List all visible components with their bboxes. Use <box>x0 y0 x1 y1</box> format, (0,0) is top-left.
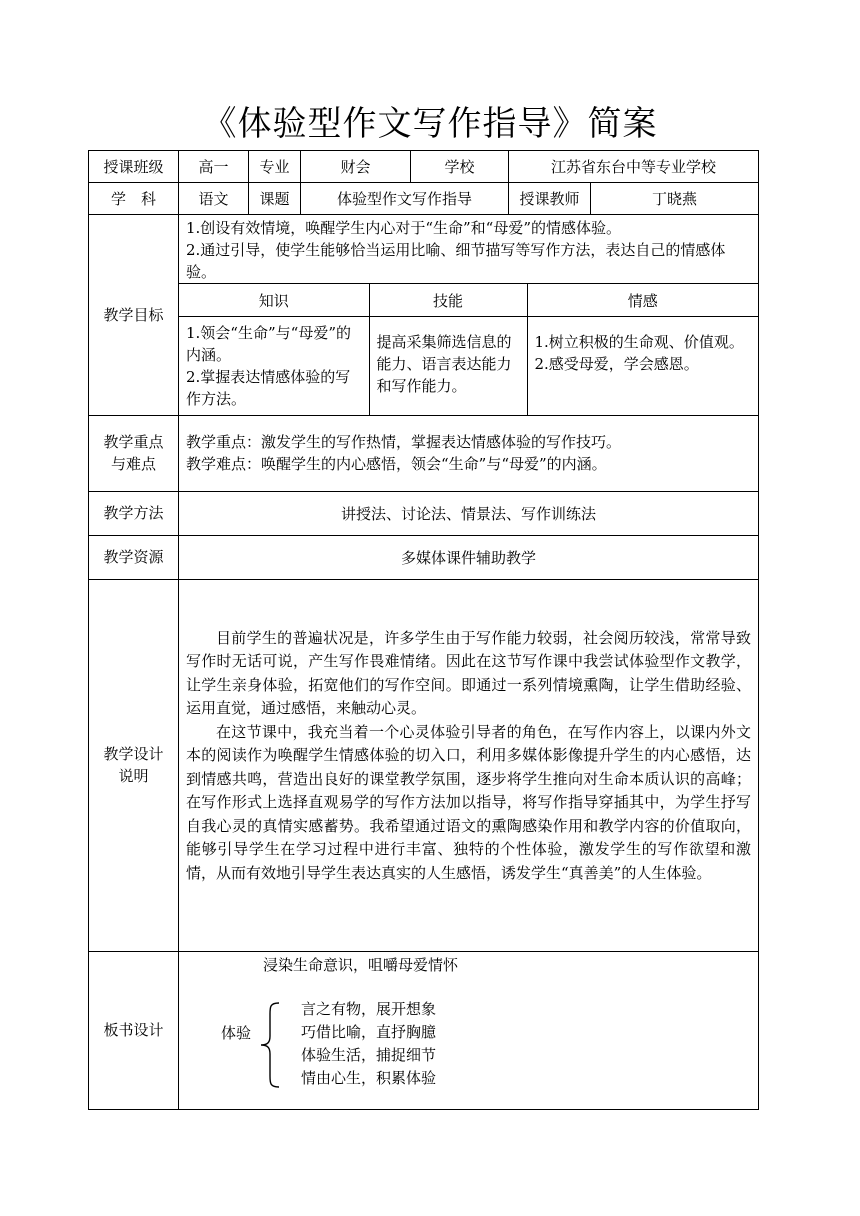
key-points-row <box>89 415 759 491</box>
design-label <box>89 579 179 951</box>
curly-brace-icon <box>259 1002 281 1088</box>
major-value: 财会 <box>301 151 411 183</box>
info-row-subject <box>89 183 759 215</box>
goals-knowledge-cell <box>179 317 369 415</box>
goals-skill-cell <box>369 317 527 415</box>
focus-text: 教学重点：激发学生的写作热情，掌握表达情感体验的写作技巧。 <box>186 433 622 451</box>
goals-content <box>179 215 759 416</box>
difficulty-text: 教学难点：唤醒学生的内心感悟，领会“生命”与“母爱”的内涵。 <box>186 455 607 473</box>
goal-item: 2.通过引导，使学生能够恰当运用比喻、细节描写等写作方法，表达自己的情感体验。 <box>186 241 726 281</box>
teacher-value: 丁晓燕 <box>591 183 759 215</box>
resources-row <box>89 535 759 579</box>
board-row <box>89 951 759 1109</box>
goals-matrix <box>179 283 758 415</box>
key-points-label-line1: 教学重点 <box>103 433 164 451</box>
goals-emotion-cell <box>527 317 758 415</box>
emotion-item: 1.树立积极的生命观、价值观。 <box>534 333 744 351</box>
design-paragraph: 在这节课中，我充当着一个心灵体验引导者的角色，在写作内容上，以课内外文本的阅读作为唤醒学生情感体验的切入口，利用多媒体影像提升学生的内心感悟，达到情感共鸣，营造出良好的课堂教学氛围，逐步将学生推向对生命本质认识的高峰；在写作形式上选择直观易学的写作方法加以指导，将写作指导穿插其中，为学生抒写自我心灵的真情实感蓄势。我希望通过语文的熏陶感染作用和教学内容的价值取向，能够引导学生在学习过程中进行丰富、独特的个性体验，激发学生的写作欲望和激情，从而有效地引导学生表达真实的人生感悟，诱发学生“真善美”的人生体验。 <box>186 722 752 882</box>
board-line: 巧借比喻，直抒胸臆 <box>301 1022 437 1041</box>
school-label: 学校 <box>411 151 509 183</box>
goals-header-emotion: 情感 <box>527 284 758 317</box>
class-label: 授课班级 <box>89 151 179 183</box>
methods-value: 讲授法、讨论法、情景法、写作训练法 <box>179 491 759 535</box>
topic-value: 体验型作文写作指导 <box>301 183 509 215</box>
major-label: 专业 <box>249 151 301 183</box>
design-content <box>179 579 759 951</box>
class-value: 高一 <box>179 151 249 183</box>
knowledge-item: 1.领会“生命”与“母爱”的内涵。 <box>186 323 351 364</box>
key-points-content <box>179 415 759 491</box>
design-label-line1: 教学设计 <box>103 745 164 763</box>
lesson-plan-table <box>88 150 759 1110</box>
info-row-class <box>89 151 759 183</box>
board-title: 浸染生命意识，咀嚼母爱情怀 <box>263 955 459 974</box>
goals-label: 教学目标 <box>89 215 179 416</box>
board-design <box>179 952 758 1109</box>
knowledge-item: 2.掌握表达情感体验的写作方法。 <box>186 367 351 408</box>
goals-row <box>89 215 759 416</box>
design-label-line2: 说明 <box>118 767 149 785</box>
goal-item: 1.创设有效情境，唤醒学生内心对于“生命”和“母爱”的情感体验。 <box>186 219 621 237</box>
goals-overview <box>179 215 758 283</box>
board-lines <box>301 998 436 1090</box>
board-label: 板书设计 <box>89 951 179 1109</box>
key-points-label-line2: 与难点 <box>110 455 156 473</box>
resources-label: 教学资源 <box>89 535 179 579</box>
methods-row <box>89 491 759 535</box>
board-line: 言之有物，展开想象 <box>301 999 437 1018</box>
teacher-label: 授课教师 <box>509 183 591 215</box>
page-title: 《体验型作文写作指导》简案 <box>202 104 658 144</box>
board-center-word: 体验 <box>221 1023 252 1042</box>
board-content <box>179 951 759 1109</box>
topic-label: 课题 <box>249 183 301 215</box>
emotion-item: 2.感受母爱，学会感恩。 <box>534 355 699 373</box>
subject-label: 学 科 <box>89 183 179 215</box>
methods-label: 教学方法 <box>89 491 179 535</box>
design-paragraph: 目前学生的普遍状况是，许多学生由于写作能力较弱，社会阅历较浅，常常导致写作时无话可说，产生写作畏难情绪。因此在这节写作课中我尝试体验型作文教学，让学生亲身体验，拓宽他们的写作空间。即通过一系列情境熏陶，让学生借助经验、运用直觉，通过感悟，来触动心灵。 <box>186 628 752 718</box>
goals-header-skill: 技能 <box>369 284 527 317</box>
school-value: 江苏省东台中等专业学校 <box>509 151 759 183</box>
resources-value: 多媒体课件辅助教学 <box>179 535 759 579</box>
board-line: 情由心生，积累体验 <box>301 1068 437 1087</box>
key-points-label <box>89 415 179 491</box>
subject-value: 语文 <box>179 183 249 215</box>
skill-item: 提高采集筛选信息的能力、语言表达能力和写作能力。 <box>376 333 512 395</box>
goals-header-knowledge: 知识 <box>258 291 289 310</box>
design-row <box>89 579 759 951</box>
board-line: 体验生活，捕捉细节 <box>301 1045 437 1064</box>
